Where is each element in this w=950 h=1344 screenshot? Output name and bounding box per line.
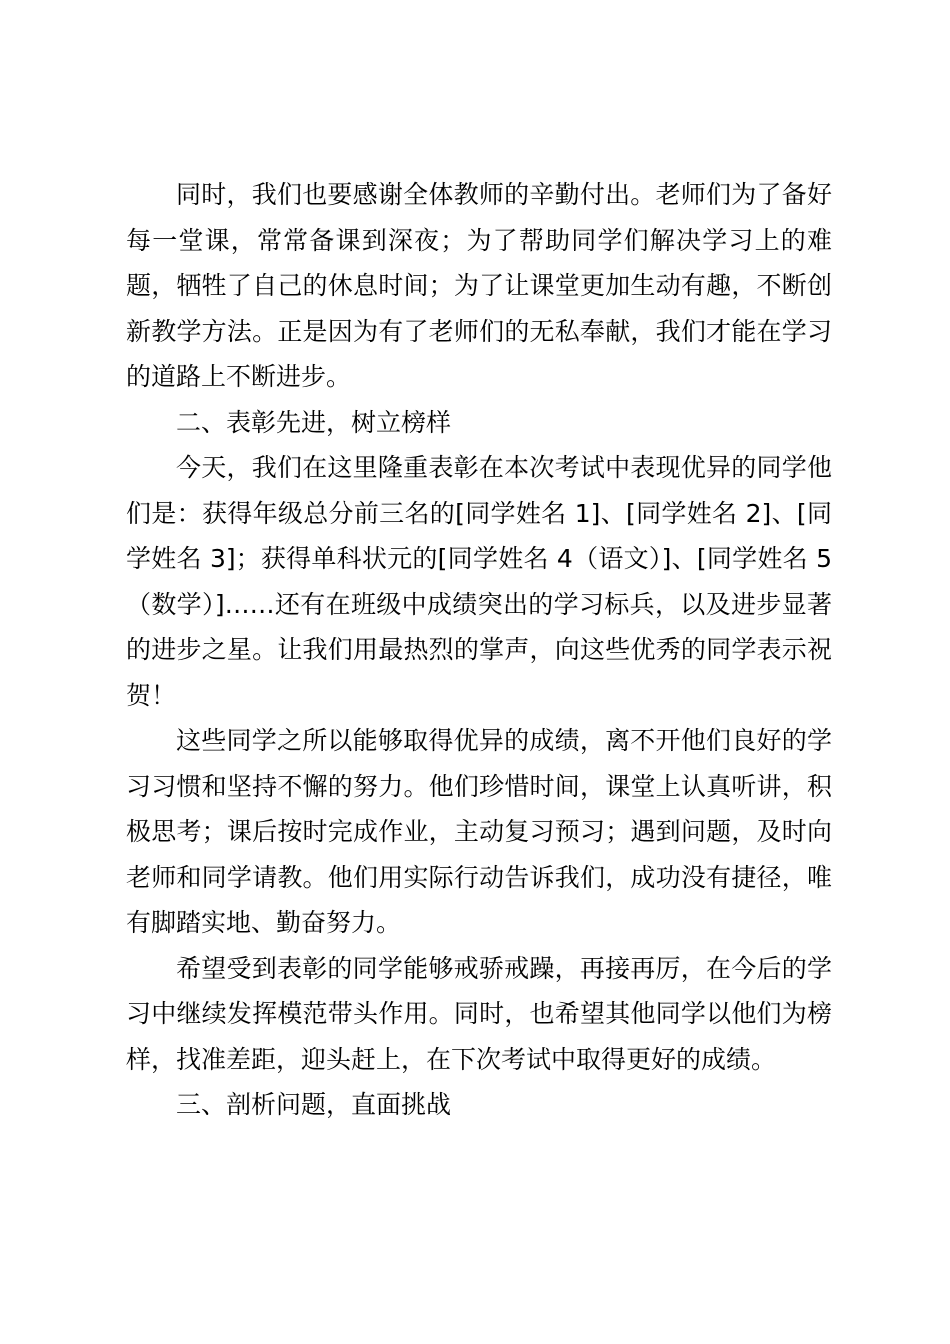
paragraph-teacher-thanks: 同时，我们也要感谢全体教师的辛勤付出。老师们为了备好每一堂课，常常备课到深夜；为了帮助同学们解决学习上的难题，牺牲了自己的休息时间；为了让课堂更加生动有趣，不断创新教学方法。正是因为有了老师们的无私奉献，我们才能在学习的道路上不断进步。 xyxy=(126,180,832,391)
paragraph-commend-students: 今天，我们在这里隆重表彰在本次考试中表现优异的同学他们是：获得年级总分前三名的[同学姓名 1]、[同学姓名 2]、[同学姓名 3]；获得单科状元的[同学姓名 4（语文）]、[同学姓名 5（数学）]……还有在班级中成绩突出的学习标兵，以及进步显著的进步之星。让我们用最热烈的掌声，向这些优秀的同学表示祝贺！ xyxy=(126,453,832,710)
document-body xyxy=(126,172,832,1128)
paragraph-study-habits: 这些同学之所以能够取得优异的成绩，离不开他们良好的学习习惯和坚持不懈的努力。他们珍惜时间，课堂上认真听讲，积极思考；课后按时完成作业，主动复习预习；遇到问题，及时向老师和同学请教。他们用实际行动告诉我们，成功没有捷径，唯有脚踏实地、勤奋努力。 xyxy=(126,726,832,937)
section-heading-commend: 二、表彰先进，树立榜样 xyxy=(176,407,452,437)
paragraph-hope: 希望受到表彰的同学能够戒骄戒躁，再接再厉，在今后的学习中继续发挥模范带头作用。同时，也希望其他同学以他们为榜样，找准差距，迎头赶上，在下次考试中取得更好的成绩。 xyxy=(126,953,832,1074)
section-heading-problems: 三、剖析问题，直面挑战 xyxy=(176,1090,452,1119)
